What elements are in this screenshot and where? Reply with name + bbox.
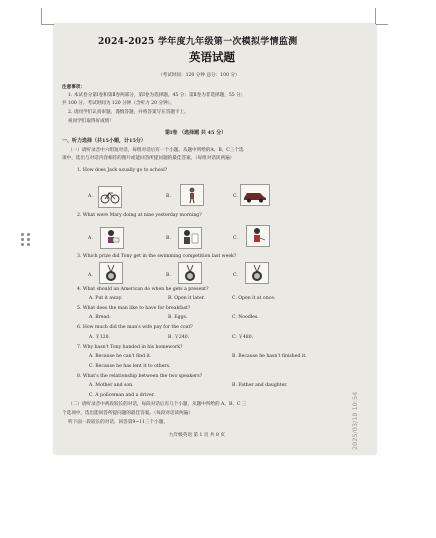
question-2: 2. What were Mary doing at nine yesterday morning? [77,213,202,218]
q8-option-b: B. Father and daughter. [232,383,288,388]
girl-watering-icon [246,225,270,247]
q2-option-b-letter: B. [166,236,171,241]
part2-intro-line-3: 听下面一段较长的对话，回答第9~11三个小题。 [68,420,168,425]
q2-option-c-letter: C. [233,236,238,241]
part2-intro-line-2: 个选项中，选出能回答所提问题的最佳答案。（每段对话读两遍） [62,411,193,416]
q4-option-a: A. Put it away. [89,296,123,301]
question-7: 7. Why hasn't Tony handed in his homework? [77,345,183,350]
note-line-2: 共 100 分。考试时间为 120 分钟（含听力 20 分钟）。 [62,101,175,106]
crop-mark-top-left-horizontal [41,24,54,25]
time-info: （考试时间：120 分钟 总分：100 分） [158,73,240,78]
note-line-4: 祝同学们取得好成绩！ [68,119,114,124]
page-footer: 九年级英语 第 1 页 共 8 页 [169,433,225,438]
medal-1-icon [99,262,123,284]
notes-title: 注意事项： [62,85,85,90]
part1-intro-line-1: （一）请听录音中六组短对话，每组对话后有一个小题。从题中所给的A、B、C三个选 [68,148,244,153]
q3-option-c-letter: C. [233,273,238,278]
exam-page [54,24,376,454]
crop-mark-top-right-horizontal [375,24,388,25]
bicycle-icon [98,186,122,208]
scan-timestamp: 2025/03/18 10:54 [351,391,359,450]
q5-option-a: A. Bread. [89,315,111,320]
exam-title: 2024-2025 学年度九年级第一次模拟学情监测 [98,37,298,47]
q3-option-b-letter: B. [166,273,171,278]
q5-option-b: B. Eggs. [168,315,188,320]
q7-option-b: B. Because he hasn't finished it. [232,354,307,359]
crop-mark-top-left-vertical [41,8,42,24]
q3-option-a-letter: A. [88,273,93,278]
q6-option-b: B. ￥240. [168,335,190,340]
drag-handle-icon[interactable] [21,233,35,247]
part1-intro-line-2: 项中，选出与对话内容相符的图片或能回答所提问题的最佳答案。（每组对话读两遍） [62,156,235,161]
q1-option-b-letter: B. [166,194,171,199]
exam-subtitle: 英语试题 [189,50,235,64]
volume-title: 第Ⅰ卷 （选择题 共 45 分） [165,130,227,136]
note-line-1: 1. 本试卷分第Ⅰ卷和第Ⅱ卷两部分，第Ⅰ卷为选择题，45 分；第Ⅱ卷为非选择题，55 分； [68,93,246,98]
q2-option-a-letter: A. [88,236,93,241]
q4-option-b: B. Open it later. [168,296,205,301]
question-4: 4. What should an American do when he gets a present? [77,287,209,292]
medal-2-icon [178,262,202,284]
q6-option-c: C. ￥480. [232,335,254,340]
crop-mark-top-right-vertical [375,8,376,24]
q8-option-a: A. Mother and son. [89,383,134,388]
q5-option-c: C. Noodles. [232,315,259,320]
q1-option-a-letter: A. [88,194,93,199]
question-3: 3. Which prize did Tony get in the swimming competition last week? [77,254,237,259]
q7-option-c: C. Because he has lent it to others. [89,364,171,369]
medal-3-icon [245,262,269,284]
girl-drawing-icon [178,227,202,249]
question-8: 8. What's the relationship between the two speakers? [77,374,203,379]
part2-intro-line-1: （二）请听录音中两段较长的对话，每段对话后有几个小题，从题中所给的 A、B、C 三 [68,402,247,407]
question-6: 6. How much did the man's wife pay for the coat? [77,325,193,330]
question-5: 5. What does the man like to have for breakfast? [77,306,191,311]
q6-option-a: A. ￥120. [89,335,111,340]
q7-option-a: A. Because he can't find it. [89,354,152,359]
q4-option-c: C. Open it at once. [232,296,276,301]
question-1: 1. How does Jack usually go to school? [77,168,168,173]
note-line-3: 2. 请同学们认真审题，谨慎答题，并将答案写在答题卡上。 [68,110,189,115]
q1-option-c-letter: C. [233,194,238,199]
q8-option-c: C. A policeman and a driver. [89,393,155,398]
girl-reading-icon [100,227,124,249]
section1-title: 一、听力选择（共15小题，计15分） [62,138,146,144]
car-icon [240,184,270,206]
walking-student-icon [180,184,204,206]
